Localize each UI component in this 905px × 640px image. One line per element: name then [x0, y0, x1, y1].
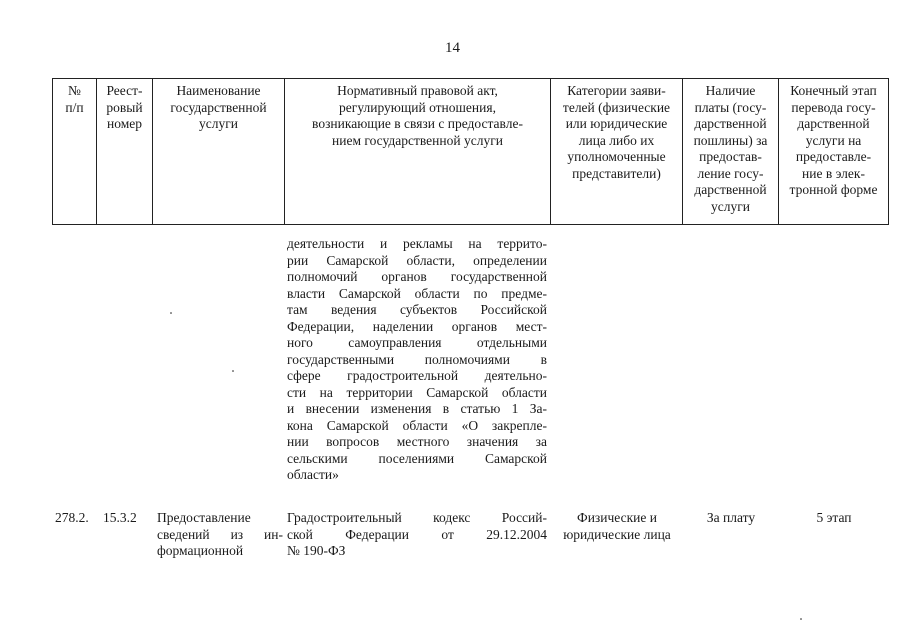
header-service-name	[153, 79, 285, 225]
text-line: Федерации, наделении органов мест-	[287, 318, 547, 334]
text-line: телей (физические	[562, 99, 671, 115]
text-line: номер	[106, 116, 142, 131]
text-line: области»	[287, 467, 339, 482]
text-line: ление госу-	[697, 165, 764, 181]
text-line: Наличие	[705, 83, 756, 98]
text-line: Категории заяви-	[567, 83, 666, 98]
header-registry-number	[97, 79, 153, 225]
header-legal-act	[285, 79, 551, 225]
scan-speck	[800, 618, 802, 620]
text-line: или юридические	[565, 116, 668, 131]
text-line: п/п	[65, 99, 84, 115]
text-line: тронной форме	[789, 182, 878, 197]
text-line: уполномоченные	[567, 149, 666, 164]
header-applicant-category	[551, 79, 683, 225]
text-line: нием государственной услуги	[332, 132, 503, 148]
text-line: кона Самарской области «О закрепле-	[287, 417, 547, 433]
text-line: дарственной	[797, 116, 870, 131]
text-line: власти Самарской области по предме-	[287, 285, 547, 301]
legal-act-continuation	[287, 236, 547, 484]
text-line: предоставле-	[795, 149, 872, 164]
text-line: платы (госу-	[694, 99, 767, 115]
row-applicant-category	[553, 510, 681, 543]
text-line: Нормативный правовой акт,	[337, 83, 498, 98]
text-line: услуги на	[805, 132, 862, 148]
row-number: 278.2.	[55, 510, 89, 525]
text-line: регулирующий отношения,	[339, 99, 496, 115]
text-line: представители)	[572, 165, 661, 181]
text-line: дарственной	[694, 116, 767, 131]
text-line: государственными полномочиями в	[287, 351, 547, 367]
text-line: пошлины) за	[693, 132, 768, 148]
text-line: формационной	[157, 543, 244, 558]
row-service-name	[157, 510, 283, 560]
text-line: услуги	[711, 198, 750, 214]
row-final-stage: 5 этап	[816, 510, 852, 525]
text-line: там ведения субъектов Российской	[287, 302, 547, 317]
text-line: возникающие в связи с предоставле-	[312, 116, 523, 131]
text-line: №	[68, 83, 81, 98]
text-line: юридические лица	[563, 526, 671, 542]
text-line: ровый	[106, 99, 143, 115]
page-number: 14	[445, 40, 460, 56]
header-final-stage	[779, 79, 889, 225]
text-line: Наименование	[176, 83, 261, 98]
header-number	[53, 79, 97, 225]
text-line: деятельности и рекламы на террито-	[287, 236, 547, 251]
text-line: Конечный этап	[790, 83, 877, 98]
text-line: ние в элек-	[802, 165, 865, 181]
text-line: лица либо их	[578, 132, 655, 148]
text-line: рии Самарской области, определении	[287, 252, 547, 268]
text-line: сведений из ин-	[157, 526, 283, 542]
text-line: услуги	[199, 116, 238, 131]
row-fee: За плату	[706, 510, 756, 525]
text-line: предостав-	[699, 149, 762, 164]
registry-table	[52, 78, 889, 225]
scan-speck	[170, 312, 172, 314]
text-line: Физические и	[577, 510, 657, 525]
scan-speck	[232, 370, 234, 372]
row-legal-act	[287, 510, 547, 560]
text-line: нии вопросов местного значения за	[287, 434, 547, 449]
text-line: ного самоуправления отдельными	[287, 335, 547, 350]
text-line: Градостроительный кодекс Россий-	[287, 510, 547, 525]
table-header-row	[53, 79, 889, 225]
text-line: Реест-	[106, 83, 143, 98]
text-line: сфере градостроительной деятельно-	[287, 368, 547, 383]
text-line: ской Федерации от 29.12.2004	[287, 526, 547, 542]
row-registry-number: 15.3.2	[103, 510, 137, 525]
text-line: № 190-ФЗ	[287, 543, 346, 558]
text-line: полномочий органов государственной	[287, 269, 547, 284]
text-line: сельскими поселениями Самарской	[287, 450, 547, 466]
text-line: Предоставление	[157, 510, 251, 525]
text-line: и внесении изменения в статью 1 За-	[287, 401, 547, 416]
text-line: дарственной	[694, 182, 767, 197]
header-fee	[683, 79, 779, 225]
text-line: перевода госу-	[791, 99, 876, 115]
text-line: государственной	[170, 99, 267, 115]
text-line: сти на территории Самарской области	[287, 384, 547, 400]
